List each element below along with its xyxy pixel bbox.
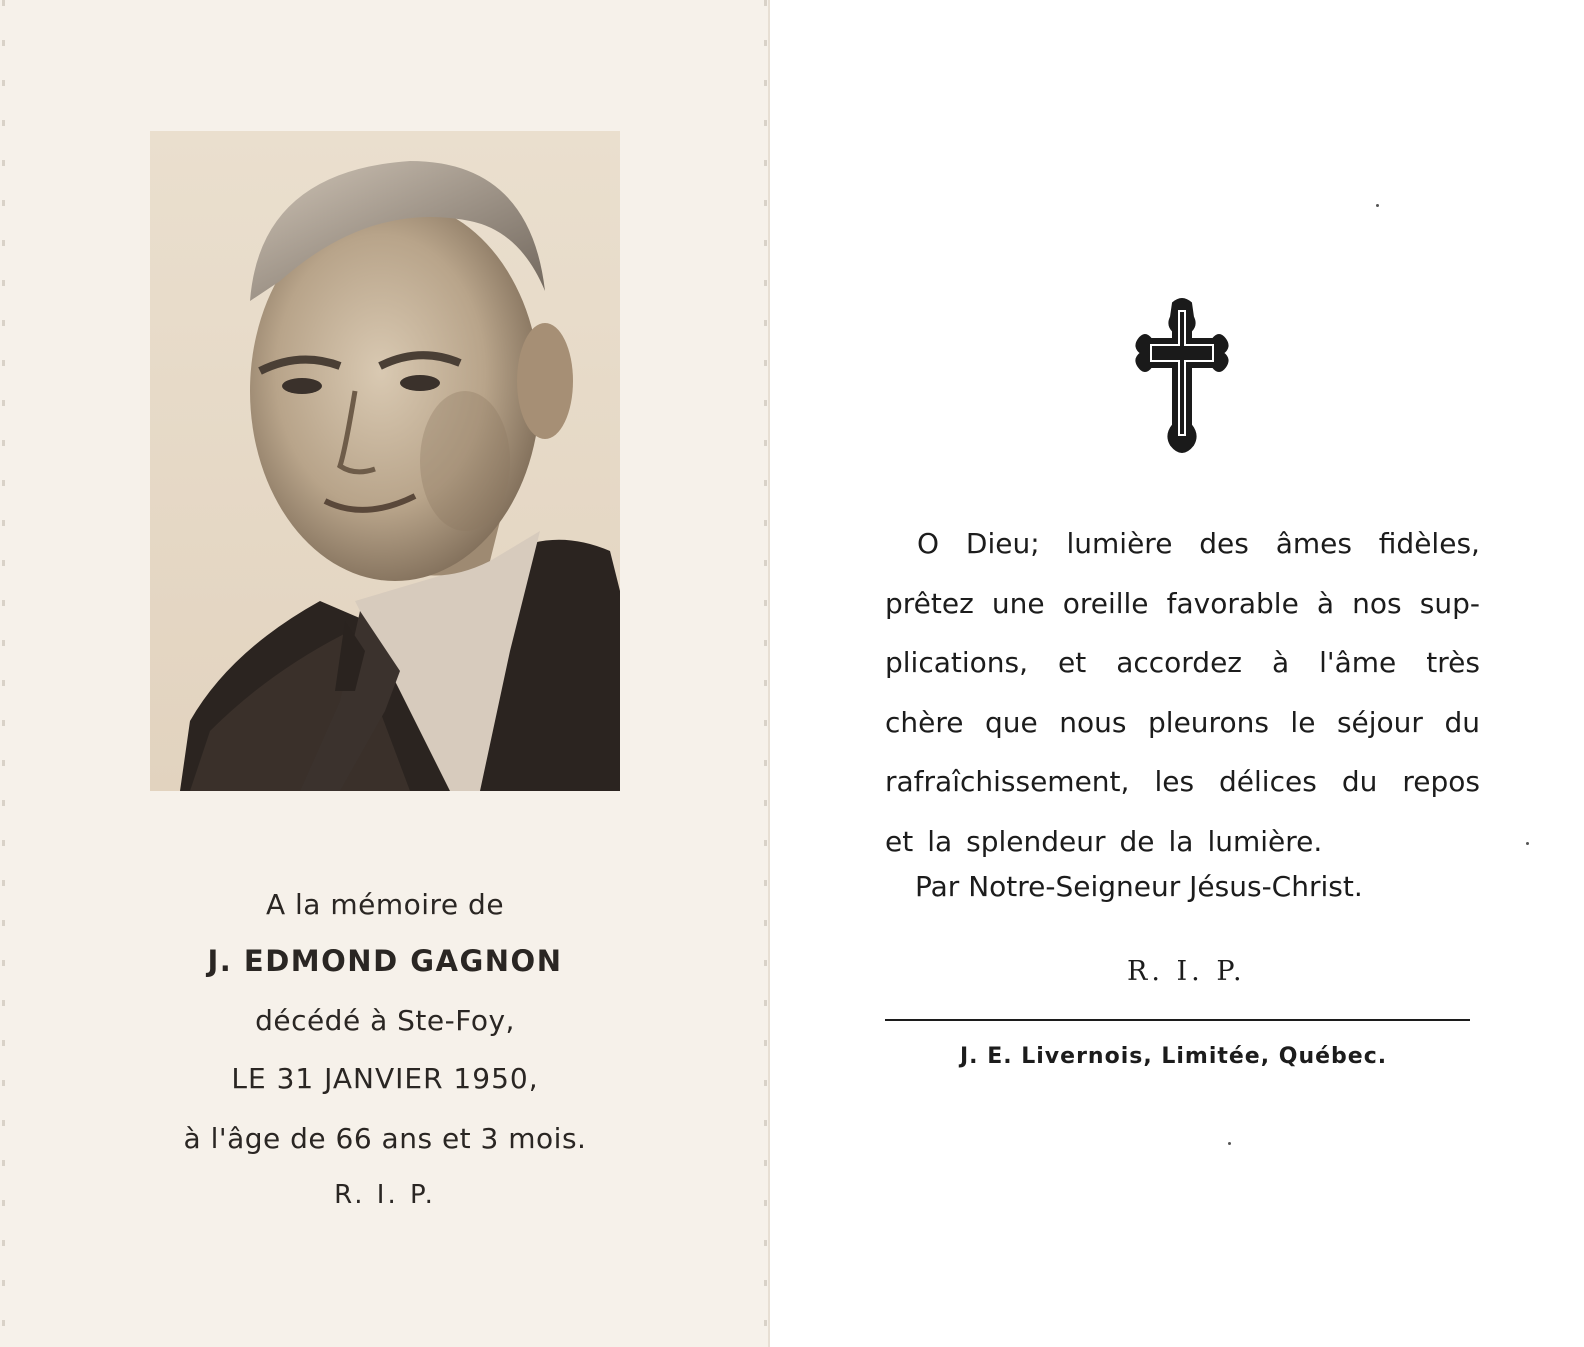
dust-speck	[1376, 204, 1379, 207]
memorial-heading: A la mémoire de	[265, 888, 505, 921]
cross-icon	[1133, 295, 1231, 457]
portrait-photo	[150, 131, 620, 791]
prayer-line: plications, et accordez à l'âme très	[885, 646, 1480, 679]
prayer-line: chère que nous pleurons le séjour du	[885, 705, 1480, 739]
rip-front: R. I. P.	[334, 1180, 436, 1210]
card-back	[770, 0, 1584, 1347]
prayer-text	[885, 514, 1480, 871]
prayer-line: rafraîchissement, les délices du repos	[885, 765, 1480, 798]
portrait-illustration	[150, 131, 620, 791]
prayer-closing: Par Notre-Seigneur Jésus-Christ.	[915, 870, 1363, 903]
age-at-death: à l'âge de 66 ans et 3 mois.	[183, 1122, 587, 1155]
printer-credit: J. E. Livernois, Limitée, Québec.	[960, 1044, 1388, 1069]
death-date: LE 31 JANVIER 1950,	[231, 1062, 539, 1095]
rip-back: R. I. P.	[1127, 956, 1246, 987]
prayer-line: O Dieu; lumière des âmes fidèles,	[917, 527, 1480, 560]
dust-speck	[1228, 1142, 1231, 1145]
deceased-name: J. EDMOND GAGNON	[207, 944, 563, 978]
prayer-line: et la splendeur de la lumière.	[885, 824, 1323, 858]
dust-speck	[1526, 842, 1529, 845]
death-place: décédé à Ste-Foy,	[255, 1004, 515, 1037]
divider-rule	[885, 1019, 1470, 1021]
prayer-line: prêtez une oreille favorable à nos sup-	[885, 586, 1480, 620]
card-front	[0, 0, 770, 1347]
